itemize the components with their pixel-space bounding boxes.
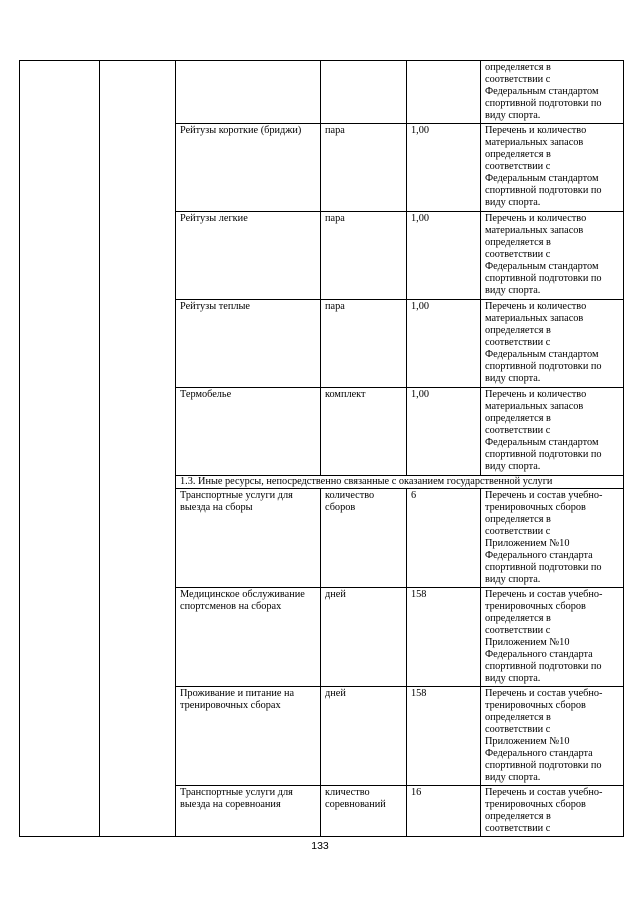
note-line: соответствии с — [485, 526, 551, 537]
note-line: Перечень и состав учебно- — [485, 787, 603, 798]
note-line: определяется в — [485, 413, 551, 424]
note-line: виду спорта. — [485, 110, 541, 121]
note-line: тренировочных сборов — [485, 700, 586, 711]
note-line: определяется в — [485, 237, 551, 248]
note-line: Федеральным стандартом — [485, 437, 599, 448]
note-cell — [481, 489, 624, 588]
note-line: Федерального стандарта — [485, 649, 593, 660]
quantity-cell: 1,00 — [407, 300, 481, 388]
note-line: Перечень и количество — [485, 125, 587, 136]
item-name-cell — [176, 61, 321, 124]
quantity-cell: 158 — [407, 687, 481, 786]
page-number: 133 — [311, 840, 329, 852]
note-line: виду спорта. — [485, 285, 541, 296]
quantity-cell: 1,00 — [407, 124, 481, 212]
name-line: Медицинское обслуживание — [180, 589, 305, 600]
unit-cell — [321, 786, 407, 837]
note-line: определяется в — [485, 62, 551, 73]
note-line: спортивной подготовки по — [485, 562, 602, 573]
note-line: спортивной подготовки по — [485, 98, 602, 109]
note-line: спортивной подготовки по — [485, 361, 602, 372]
unit-cell — [321, 588, 407, 687]
quantity-cell: 6 — [407, 489, 481, 588]
note-line: определяется в — [485, 712, 551, 723]
quantity-cell: 16 — [407, 786, 481, 837]
note-line: материальных запасов — [485, 401, 584, 412]
quantity-cell — [407, 61, 481, 124]
unit-line: кличество — [325, 787, 370, 798]
unit-cell — [321, 489, 407, 588]
note-cell — [481, 388, 624, 476]
note-cell — [481, 124, 624, 212]
unit-line: дней — [325, 589, 346, 600]
note-line: виду спорта. — [485, 461, 541, 472]
note-line: Перечень и количество — [485, 301, 587, 312]
unit-cell: пара — [321, 124, 407, 212]
note-line: Перечень и количество — [485, 389, 587, 400]
note-line: определяется в — [485, 811, 551, 822]
note-line: тренировочных сборов — [485, 601, 586, 612]
name-line: Транспортные услуги для — [180, 787, 293, 798]
note-line: виду спорта. — [485, 373, 541, 384]
unit-line: количество — [325, 490, 375, 501]
unit-cell: пара — [321, 300, 407, 388]
note-line: Перечень и количество — [485, 213, 587, 224]
note-line: определяется в — [485, 149, 551, 160]
note-line: соответствии с — [485, 425, 551, 436]
note-line: спортивной подготовки по — [485, 661, 602, 672]
item-name-cell: Рейтузы легкие — [176, 212, 321, 300]
item-name-cell — [176, 489, 321, 588]
name-line: Транспортные услуги для — [180, 490, 293, 501]
note-line: материальных запасов — [485, 137, 584, 148]
note-line: спортивной подготовки по — [485, 449, 602, 460]
quantity-cell: 158 — [407, 588, 481, 687]
unit-cell: комплект — [321, 388, 407, 476]
note-line: Перечень и состав учебно- — [485, 589, 603, 600]
name-line: Проживание и питание на — [180, 688, 295, 699]
quantity-cell: 1,00 — [407, 388, 481, 476]
note-line: спортивной подготовки по — [485, 185, 602, 196]
quantity-cell: 1,00 — [407, 212, 481, 300]
note-line: соответствии с — [485, 74, 551, 85]
note-line: Перечень и состав учебно- — [485, 688, 603, 699]
note-line: Федеральным стандартом — [485, 86, 599, 97]
unit-line: дней — [325, 688, 346, 699]
name-line: спортсменов на сборах — [180, 601, 282, 612]
note-cell — [481, 61, 624, 124]
note-line: Перечень и состав учебно- — [485, 490, 603, 501]
note-line: спортивной подготовки по — [485, 273, 602, 284]
note-line: определяется в — [485, 325, 551, 336]
note-cell — [481, 588, 624, 687]
note-line: Приложением №10 — [485, 736, 570, 747]
item-name-cell — [176, 588, 321, 687]
row-header-cell-2 — [100, 61, 176, 837]
note-line: соответствии с — [485, 249, 551, 260]
note-line: соответствии с — [485, 337, 551, 348]
section-title: 1.3. Иные ресурсы, непосредственно связанные с оказанием государственной услуги — [176, 476, 624, 489]
note-line: определяется в — [485, 514, 551, 525]
note-line: Приложением №10 — [485, 538, 570, 549]
resources-table — [19, 60, 624, 837]
note-line: виду спорта. — [485, 574, 541, 585]
note-line: виду спорта. — [485, 197, 541, 208]
unit-cell — [321, 61, 407, 124]
item-name-cell: Рейтузы короткие (бриджи) — [176, 124, 321, 212]
note-line: соответствии с — [485, 625, 551, 636]
name-line: выезда на соревноания — [180, 799, 281, 810]
name-line: тренировочных сборах — [180, 700, 281, 711]
unit-line: соревнований — [325, 799, 386, 810]
note-line: Федерального стандарта — [485, 550, 593, 561]
note-line: Федеральным стандартом — [485, 261, 599, 272]
note-cell — [481, 687, 624, 786]
note-cell — [481, 300, 624, 388]
item-name-cell — [176, 687, 321, 786]
row-header-cell-1 — [20, 61, 100, 837]
note-line: определяется в — [485, 613, 551, 624]
note-line: виду спорта. — [485, 772, 541, 783]
note-line: материальных запасов — [485, 313, 584, 324]
unit-line: сборов — [325, 502, 356, 513]
note-line: тренировочных сборов — [485, 799, 586, 810]
note-cell — [481, 786, 624, 837]
unit-cell — [321, 687, 407, 786]
note-line: Приложением №10 — [485, 637, 570, 648]
note-line: соответствии с — [485, 724, 551, 735]
note-line: Федеральным стандартом — [485, 173, 599, 184]
item-name-cell — [176, 786, 321, 837]
item-name-cell: Рейтузы теплые — [176, 300, 321, 388]
note-line: спортивной подготовки по — [485, 760, 602, 771]
note-line: Федеральным стандартом — [485, 349, 599, 360]
note-line: тренировочных сборов — [485, 502, 586, 513]
note-cell — [481, 212, 624, 300]
name-line: выезда на сборы — [180, 502, 253, 513]
note-line: соответствии с — [485, 161, 551, 172]
note-line: виду спорта. — [485, 673, 541, 684]
unit-cell: пара — [321, 212, 407, 300]
note-line: соответствии с — [485, 823, 551, 834]
note-line: материальных запасов — [485, 225, 584, 236]
note-line: Федерального стандарта — [485, 748, 593, 759]
item-name-cell: Термобелье — [176, 388, 321, 476]
table-row — [20, 61, 624, 124]
